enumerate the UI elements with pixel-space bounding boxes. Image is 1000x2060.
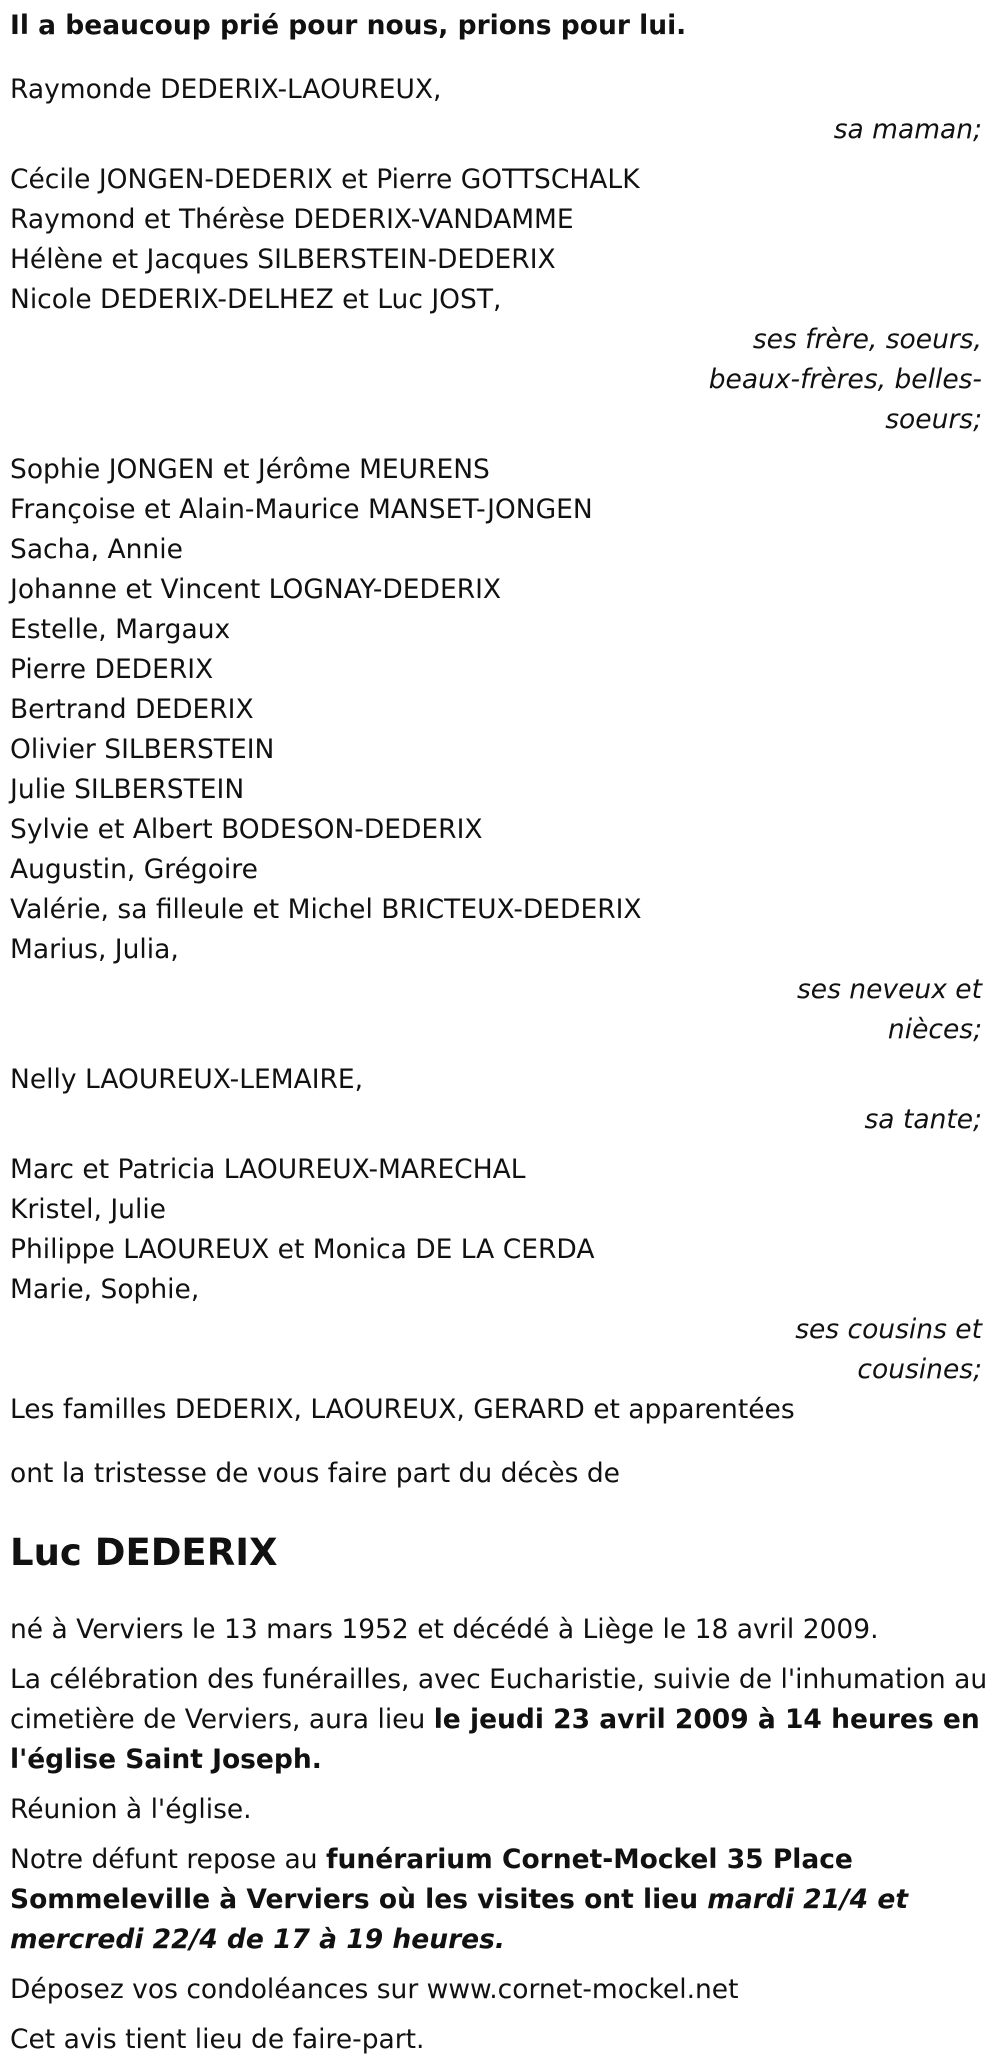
family-name-line: Marius, Julia, [10,934,179,965]
family-name-line: Sylvie et Albert BODESON-DEDERIX [10,814,483,845]
gathering-line: Réunion à l'église. [10,1794,252,1825]
relation-line: ses frère, soeurs, [752,324,982,355]
announcement-line: ont la tristesse de vous faire part du décès de [10,1458,620,1489]
family-group-siblings [10,160,990,440]
family-name-line: Augustin, Grégoire [10,854,258,885]
ceremony-date-place: le jeudi 23 avril 2009 à 14 heures en l'église Saint Joseph. [10,1704,980,1775]
condolences-line: Déposez vos condoléances sur www.cornet-mockel.net [10,1974,739,2005]
family-name-line: Marc et Patricia LAOUREUX-MARECHAL [10,1154,526,1185]
birth-death-line: né à Verviers le 13 mars 1952 et décédé à Liège le 18 avril 2009. [10,1614,879,1645]
family-name-line: Kristel, Julie [10,1194,166,1225]
family-name-line: Raymonde DEDERIX-LAOUREUX, [10,74,442,105]
obituary-notice [0,6,1000,2055]
relation-line: beaux-frères, belles- [708,364,982,395]
family-name-line: Julie SILBERSTEIN [10,774,245,805]
family-name-line: Philippe LAOUREUX et Monica DE LA CERDA [10,1234,595,1265]
family-name-line: Marie, Sophie, [10,1274,200,1305]
family-name-line: Raymond et Thérèse DEDERIX-VANDAMME [10,204,574,235]
visitation-location: funérarium Cornet-Mockel 35 Place Sommeleville à Verviers où les visites ont lieu [10,1844,853,1915]
visitation-times: mardi 21/4 et mercredi 22/4 de 17 à 19 heures. [10,1884,908,1955]
family-group-cousins [10,1150,990,1390]
family-name-line: Estelle, Margaux [10,614,231,645]
relation-line: sa tante; [864,1104,982,1135]
family-group-nephews [10,450,990,1050]
notice-line: Cet avis tient lieu de faire-part. [10,2024,425,2055]
visitation-paragraph [10,1840,990,1960]
family-name-line: Olivier SILBERSTEIN [10,734,275,765]
deceased-name: Luc DEDERIX [10,1531,278,1574]
relation-label [10,1310,990,1390]
family-group-mother [10,70,990,150]
family-name-line: Bertrand DEDERIX [10,694,254,725]
relation-label [10,110,990,150]
visitation-intro: Notre défunt repose au [10,1844,326,1875]
relation-line: sa maman; [833,114,982,145]
family-name-line: Cécile JONGEN-DEDERIX et Pierre GOTTSCHALK [10,164,640,195]
relation-label [10,1100,990,1140]
family-name-line: Sophie JONGEN et Jérôme MEURENS [10,454,490,485]
family-group-aunt [10,1060,990,1140]
family-name-line: Hélène et Jacques SILBERSTEIN-DEDERIX [10,244,556,275]
ceremony-paragraph [10,1660,990,1780]
relation-line: ses neveux et [796,974,982,1005]
family-name-line: Françoise et Alain-Maurice MANSET-JONGEN [10,494,593,525]
motto: Il a beaucoup prié pour nous, prions pour lui. [10,10,687,41]
relation-line: cousines; [857,1354,982,1385]
relation-line: ses cousins et [795,1314,982,1345]
family-name-line: Johanne et Vincent LOGNAY-DEDERIX [10,574,502,605]
families-line: Les familles DEDERIX, LAOUREUX, GERARD et apparentées [10,1394,795,1425]
family-name-line: Nicole DEDERIX-DELHEZ et Luc JOST, [10,284,502,315]
ceremony-intro: La célébration des funérailles, avec Eucharistie, suivie de l'inhumation au cimetière de Verviers, aura lieu [10,1664,988,1735]
family-name-line: Sacha, Annie [10,534,183,565]
family-name-line: Valérie, sa filleule et Michel BRICTEUX-DEDERIX [10,894,642,925]
relation-line: nièces; [887,1014,982,1045]
relation-label [10,320,990,440]
relation-line: soeurs; [885,404,982,435]
relation-label [10,970,990,1050]
family-name-line: Pierre DEDERIX [10,654,214,685]
family-name-line: Nelly LAOUREUX-LEMAIRE, [10,1064,364,1095]
